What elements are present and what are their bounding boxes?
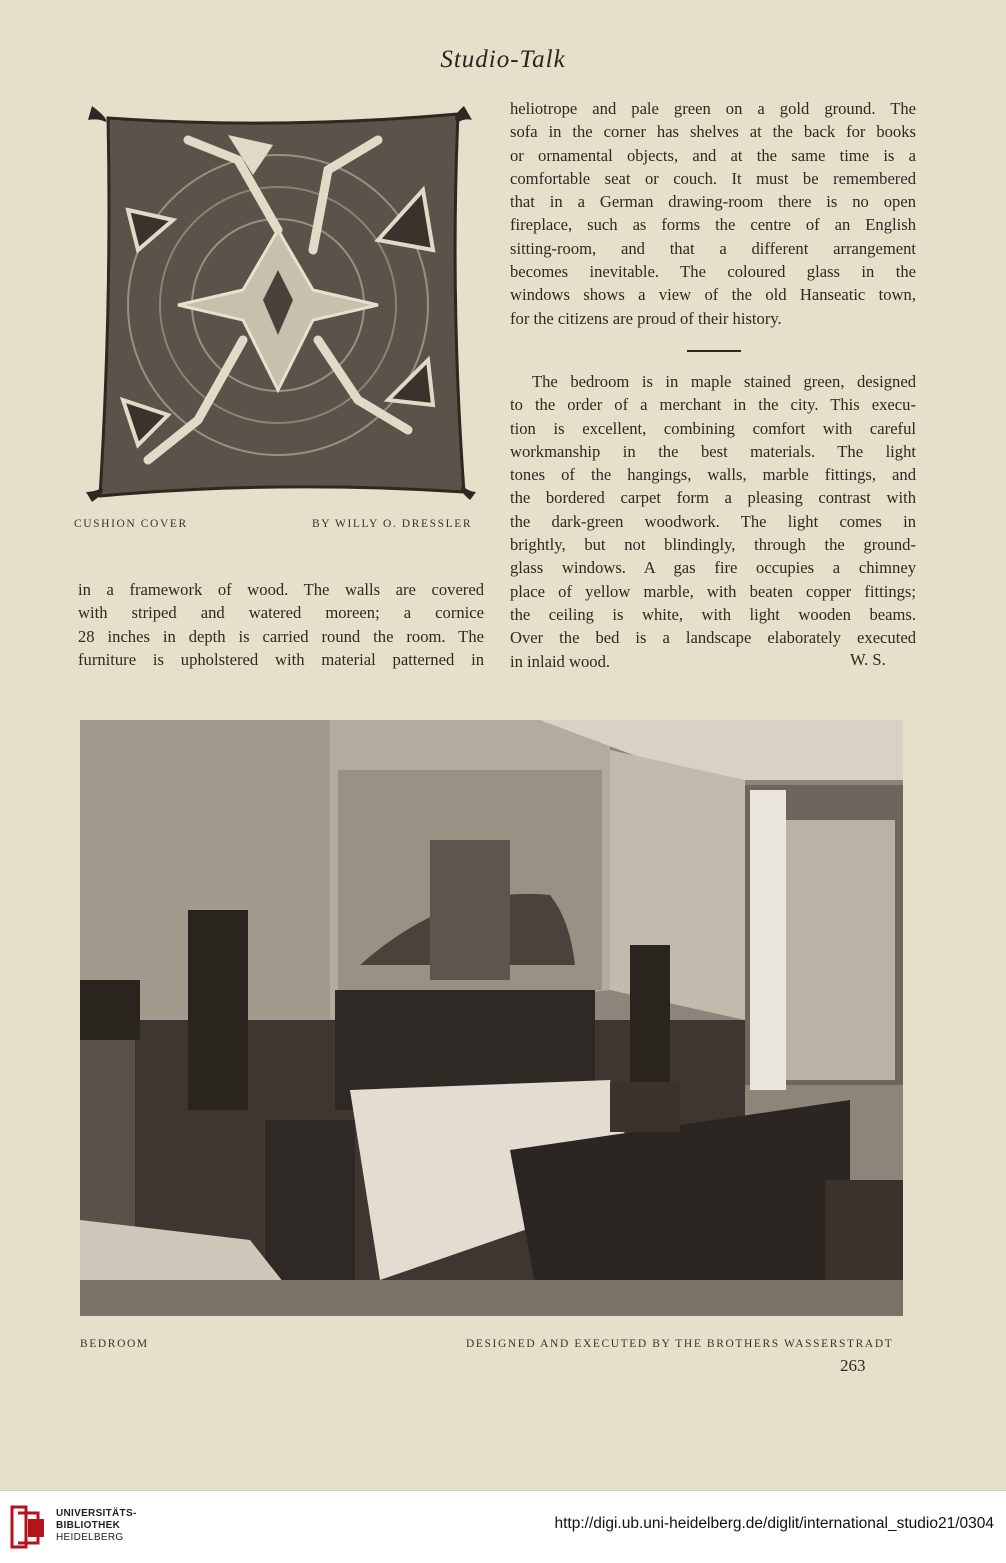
library-name-line: HEIDELBERG bbox=[56, 1532, 124, 1543]
cushion-caption-credit: BY WILLY O. DRESSLER bbox=[312, 518, 473, 530]
text-line: in a framework of wood. The walls are covered bbox=[78, 580, 484, 599]
page-number: 263 bbox=[840, 1356, 866, 1375]
text-line: brightly, but not blindingly, through the ground- bbox=[510, 535, 916, 555]
cushion-cover-illustration bbox=[78, 100, 478, 510]
library-name-line: BIBLIOTHEK bbox=[56, 1520, 121, 1531]
text-line: heliotrope and pale green on a gold ground. The bbox=[510, 99, 916, 118]
bedroom-caption-credit: DESIGNED AND EXECUTED BY THE BROTHERS WASSERSTRADT bbox=[466, 1338, 894, 1350]
bedroom-caption-title: BEDROOM bbox=[80, 1338, 149, 1350]
text-line: place of yellow marble, with beaten copper fittings; bbox=[510, 581, 916, 601]
text-line: the bordered carpet form a pleasing contrast with bbox=[510, 488, 916, 508]
library-footer bbox=[0, 1490, 1006, 1563]
text-line: 28 inches in depth is carried round the room. The bbox=[78, 626, 484, 646]
section-divider-rule bbox=[687, 350, 741, 352]
text-line: windows shows a view of the old Hanseatic town, bbox=[510, 285, 916, 305]
source-url-link[interactable]: http://digi.ub.uni-heidelberg.de/diglit/international_studio21/0304 bbox=[554, 1515, 994, 1532]
text-line: sofa in the corner has shelves at the back for books bbox=[510, 122, 916, 142]
text-column-left bbox=[78, 578, 484, 671]
text-line: for the citizens are proud of their history. bbox=[510, 308, 782, 328]
bedroom-photograph bbox=[80, 720, 903, 1316]
text-line: comfortable seat or couch. It must be remembered bbox=[510, 168, 916, 188]
text-line: in inlaid wood. bbox=[510, 651, 611, 671]
author-signoff: W. S. bbox=[850, 650, 886, 669]
text-column-right-upper bbox=[510, 97, 916, 330]
text-line: furniture is upholstered with material patterned in bbox=[78, 649, 484, 669]
text-column-right-lower bbox=[510, 370, 916, 673]
text-line: with striped and watered moreen; a cornice bbox=[78, 603, 484, 623]
text-line: tion is excellent, combining comfort with careful bbox=[510, 418, 916, 438]
text-line: workmanship in the best materials. The light bbox=[510, 441, 916, 461]
text-line: that in a German drawing-room there is no open bbox=[510, 192, 916, 212]
text-line: becomes inevitable. The coloured glass in the bbox=[510, 262, 916, 282]
text-line: sitting-room, and that a different arrangement bbox=[510, 238, 916, 258]
text-line: fireplace, such as forms the centre of an English bbox=[510, 215, 916, 235]
text-line: Over the bed is a landscape elaborately executed bbox=[510, 628, 916, 648]
text-line: tones of the hangings, walls, marble fittings, and bbox=[510, 465, 916, 485]
text-line: the dark-green woodwork. The light comes in bbox=[510, 511, 916, 531]
text-line: to the order of a merchant in the city. This execu- bbox=[510, 395, 916, 415]
text-line: glass windows. A gas fire occupies a chimney bbox=[510, 558, 916, 578]
library-name bbox=[56, 1508, 137, 1544]
cushion-caption-title: CUSHION COVER bbox=[74, 518, 188, 530]
text-line: or ornamental objects, and at the same time is a bbox=[510, 145, 916, 165]
running-head: Studio-Talk bbox=[440, 46, 566, 73]
library-name-line: UNIVERSITÄTS- bbox=[56, 1508, 137, 1519]
text-line: The bedroom is in maple stained green, designed bbox=[532, 372, 916, 391]
university-library-logo-icon bbox=[10, 1503, 48, 1551]
text-line: the ceiling is white, with light wooden beams. bbox=[510, 604, 916, 624]
